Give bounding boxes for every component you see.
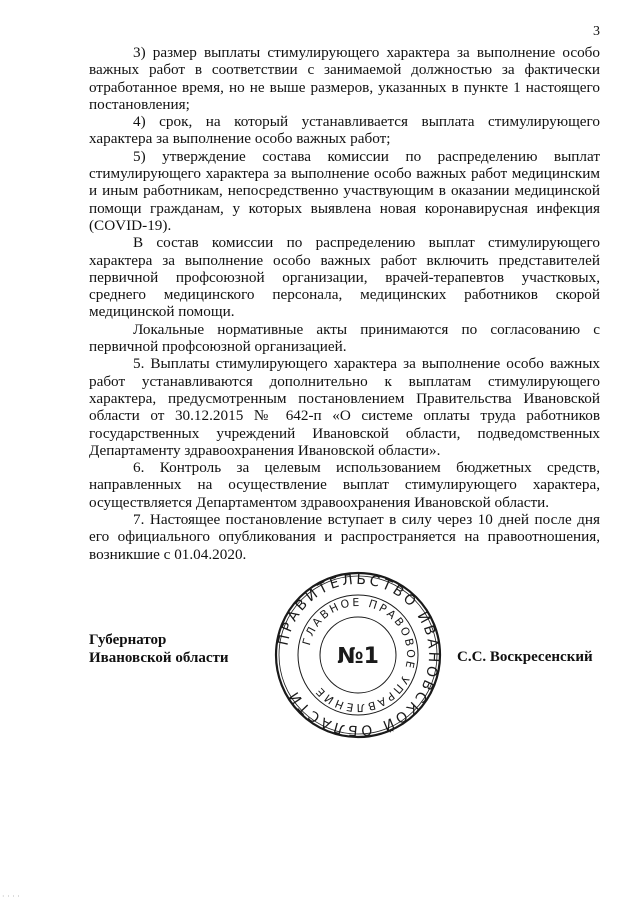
signatory-position-line-1: Губернатор <box>89 632 167 648</box>
stamp-outer-text: ПРАВИТЕЛЬСТВО ИВАНОВСКОЙ ОБЛАСТИ <box>275 571 442 739</box>
page-number: 3 <box>593 24 600 39</box>
signatory-name: С.С. Воскресенский <box>457 649 593 665</box>
paragraph-point-5: 5. Выплаты стимулирующего характера за выполнение особо важных работ устанавливаются дополнительно к выплатам стимулирующего характера, предусмотренным постановлением Правительства Ивановской области от 30.12.2015 № 642-п «О системе оплаты труда работников государственных учреждений Ивановской области, подведомственных Департаменту здравоохранения Ивановской области». <box>89 355 600 459</box>
scan-artifact: · · · · <box>2 892 20 901</box>
paragraph-local-acts: Локальные нормативные акты принимаются по согласованию с первичной профсоюзной организацией. <box>89 320 600 356</box>
paragraph-point-6: 6. Контроль за целевым использованием бюджетных средств, направленных на осуществление выплат стимулирующего характера, осуществляется Департаментом здравоохранения Ивановской области. <box>89 459 600 511</box>
paragraph-item-4: 4) срок, на который устанавливается выплата стимулирующего характера за выполнение особо важных работ; <box>89 113 600 148</box>
official-stamp <box>273 570 443 740</box>
stamp-inner-text: ГЛАВНОЕ ПРАВОВОЕ УПРАВЛЕНИЕ <box>300 595 418 715</box>
document-body <box>89 44 600 563</box>
paragraph-item-5: 5) утверждение состава комиссии по распределению выплат стимулирующего характера за выполнение особо важных работ медицинским и иным работникам, непосредственно участвующим в оказании медицинской помощи гражданам, у которых выявлена новая коронавирусная инфекция (COVID-19). <box>89 147 600 234</box>
paragraph-point-7: 7. Настоящее постановление вступает в силу через 10 дней после дня его официального опубликования и распространяется на правоотношения, возникшие с 01.04.2020. <box>89 511 600 563</box>
paragraph-item-3: 3) размер выплаты стимулирующего характера за выполнение особо важных работ в соответствии с занимаемой должностью за фактически отработанное время, но не выше размеров, указанных в пункте 1 настоящего постановления; <box>89 44 600 113</box>
paragraph-commission: В состав комиссии по распределению выплат стимулирующего характера за выполнение особо важных работ включить представителей первичной профсоюзной организации, врачей-терапевтов участковых, среднего медицинского персонала, медицинских работников скорой медицинской помощи. <box>89 234 600 321</box>
signatory-position <box>89 631 229 667</box>
stamp-number: №1 <box>337 644 379 669</box>
signatory-position-line-2: Ивановской области <box>89 650 229 666</box>
